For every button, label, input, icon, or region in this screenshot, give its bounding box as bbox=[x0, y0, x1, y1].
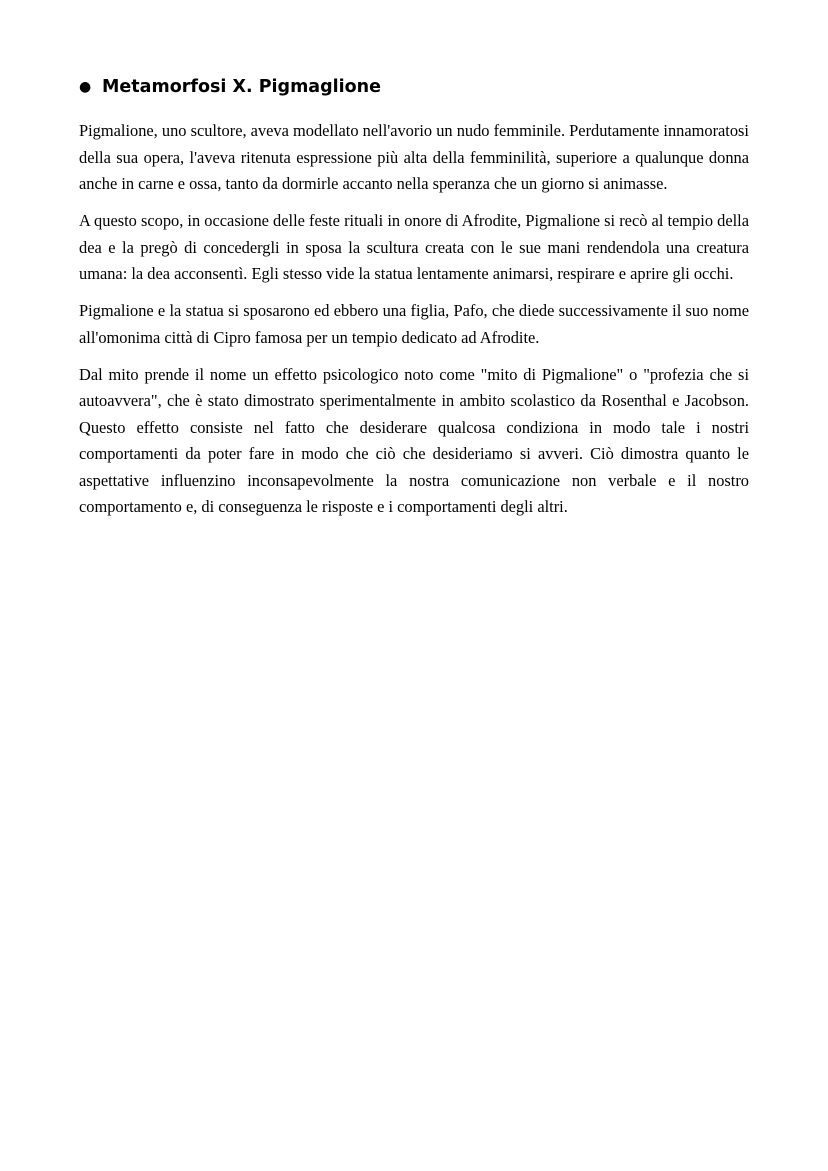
section-heading bbox=[79, 74, 759, 100]
body-text bbox=[79, 118, 749, 531]
paragraph-1: Pigmalione, uno scultore, aveva modellato nell'avorio un nudo femminile. Perdutamente innamoratosi della sua opera, l'aveva ritenuta espressione più alta della femminilità, superiore a qualunque donna anche in carne e ossa, tanto da dormirle accanto nella speranza che un giorno si animasse. bbox=[79, 121, 749, 193]
paragraph-2: A questo scopo, in occasione delle feste rituali in onore di Afrodite, Pigmalione si recò al tempio della dea e la pregò di concedergli in sposa la scultura creata con le sue mani rendendola una creatura umana: la dea acconsentì. Egli stesso vide la statua lentamente animarsi, respirare e aprire gli occhi. bbox=[79, 211, 749, 283]
heading-title: Metamorfosi X. Pigmaglione bbox=[102, 77, 381, 97]
paragraph-4: Dal mito prende il nome un effetto psicologico noto come "mito di Pigmalione" o "profezia che si autoavvera", che è stato dimostrato sperimentalmente in ambito scolastico da Rosenthal e Jacobson. Questo effetto consiste nel fatto che desiderare qualcosa condiziona in modo tale i nostri comportamenti da poter fare in modo che ciò che desideriamo si avveri. Ciò dimostra quanto le aspettative influenzino inconsapevolmente la nostra comunicazione non verbale e il nostro comportamento e, di conseguenza le risposte e i comportamenti degli altri. bbox=[79, 364, 749, 516]
bullet-icon: ● bbox=[79, 79, 92, 95]
paragraph-3: Pigmalione e la statua si sposarono ed ebbero una figlia, Pafo, che diede successivamente il suo nome all'omonima città di Cipro famosa per un tempio dedicato ad Afrodite. bbox=[79, 301, 749, 347]
